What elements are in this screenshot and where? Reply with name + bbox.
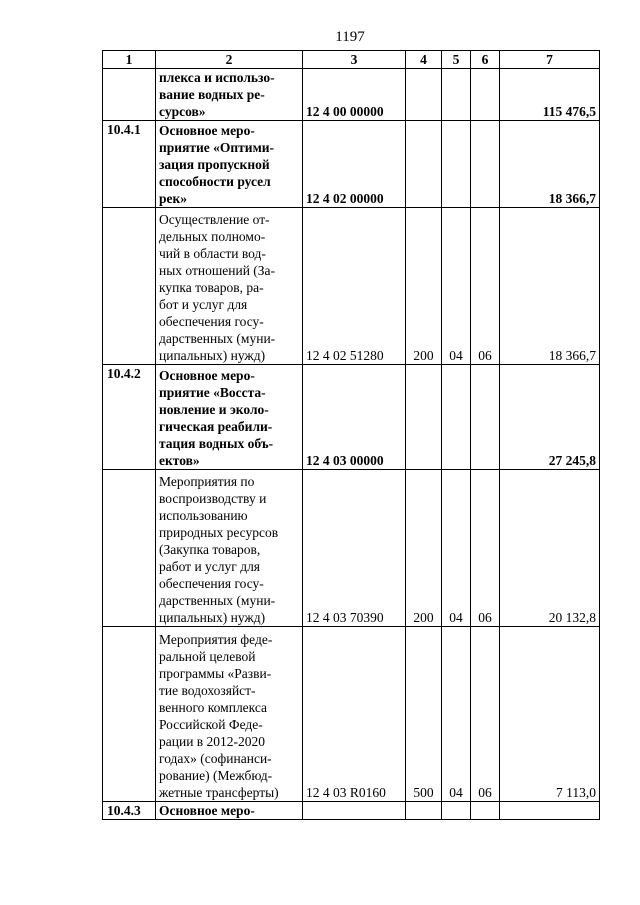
row-name-cell: Основное меро- приятие «Восста- новление и эколо- гическая реабили- тация водных объ- ектов» (156, 365, 303, 470)
amount-cell (500, 802, 600, 820)
row-name-cell: Мероприятия по воспроизводству и использованию природных ресурсов (Закупка товаров, работ и услуг для обеспечения госу- дарственных (муни- ципальных) нужд) (156, 470, 303, 627)
target-code-cell: 12 4 00 00000 (303, 69, 406, 121)
header-cell: 3 (303, 51, 406, 69)
header-cell: 2 (156, 51, 303, 69)
row-name-cell: плекса и использо- вание водных ре- сурсов» (156, 69, 303, 121)
amount-cell: 27 245,8 (500, 365, 600, 470)
target-code-cell: 12 4 02 51280 (303, 208, 406, 365)
row-number-cell: 10.4.2 (103, 365, 156, 470)
amount-cell: 18 366,7 (500, 121, 600, 208)
header-cell: 5 (442, 51, 471, 69)
amount-cell: 115 476,5 (500, 69, 600, 121)
row-number-cell: 10.4.3 (103, 802, 156, 820)
row-name-cell: Мероприятия феде- ральной целевой программы «Разви- тие водохозяйст- венного комплекса Российской Феде- рации в 2012-2020 годах» (софинанси- рование) (Межбюд- жетные трансферты) (156, 627, 303, 802)
table-row (103, 365, 600, 470)
table-row (103, 208, 600, 365)
table-row (103, 627, 600, 802)
row-name-cell: Основное меро- (156, 802, 303, 820)
row-number-cell: 10.4.1 (103, 121, 156, 208)
header-cell: 1 (103, 51, 156, 69)
table-row (103, 69, 600, 121)
amount-cell: 20 132,8 (500, 470, 600, 627)
section-cell: 04 (442, 208, 471, 365)
subsection-cell: 06 (471, 208, 500, 365)
subsection-cell (471, 69, 500, 121)
expense-type-cell (406, 365, 442, 470)
expense-type-cell: 500 (406, 627, 442, 802)
row-number-cell (103, 69, 156, 121)
table-row (103, 470, 600, 627)
header-cell: 4 (406, 51, 442, 69)
table-body (103, 69, 600, 820)
section-cell (442, 365, 471, 470)
subsection-cell: 06 (471, 627, 500, 802)
row-number-cell (103, 470, 156, 627)
subsection-cell (471, 121, 500, 208)
section-cell: 04 (442, 627, 471, 802)
expense-type-cell (406, 121, 442, 208)
expense-type-cell: 200 (406, 470, 442, 627)
table-row (103, 121, 600, 208)
header-row (103, 51, 600, 69)
header-cell: 7 (500, 51, 600, 69)
target-code-cell: 12 4 03 70390 (303, 470, 406, 627)
expense-type-cell: 200 (406, 208, 442, 365)
section-cell: 04 (442, 470, 471, 627)
expense-type-cell (406, 802, 442, 820)
amount-cell: 7 113,0 (500, 627, 600, 802)
row-name-cell: Осуществление от- дельных полномо- чий в области вод- ных отношений (За- купка товаров, ра- бот и услуг для обеспечения госу- дарственных (муни- ципальных) нужд) (156, 208, 303, 365)
subsection-cell: 06 (471, 470, 500, 627)
row-name-cell: Основное меро- приятие «Оптими- зация пропускной способности русел рек» (156, 121, 303, 208)
section-cell (442, 121, 471, 208)
subsection-cell (471, 365, 500, 470)
target-code-cell: 12 4 03 00000 (303, 365, 406, 470)
section-cell (442, 802, 471, 820)
target-code-cell (303, 802, 406, 820)
table-row (103, 802, 600, 820)
expense-type-cell (406, 69, 442, 121)
row-number-cell (103, 208, 156, 365)
target-code-cell: 12 4 02 00000 (303, 121, 406, 208)
section-cell (442, 69, 471, 121)
header-cell: 6 (471, 51, 500, 69)
page-number: 1197 (335, 29, 365, 45)
target-code-cell: 12 4 03 R0160 (303, 627, 406, 802)
row-number-cell (103, 627, 156, 802)
budget-table (102, 50, 600, 820)
subsection-cell (471, 802, 500, 820)
amount-cell: 18 366,7 (500, 208, 600, 365)
